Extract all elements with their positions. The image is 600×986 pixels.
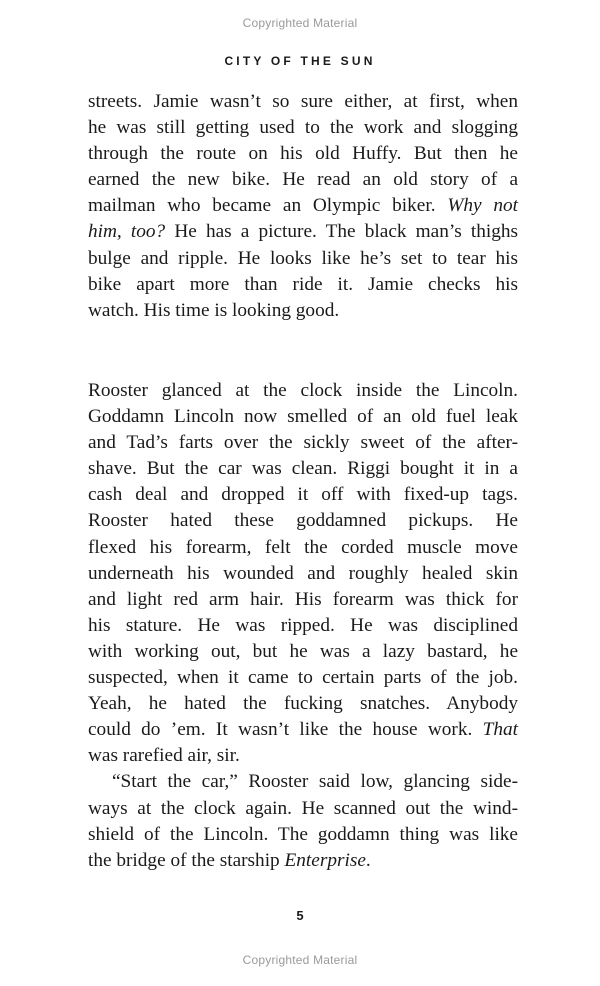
text-line <box>88 246 518 272</box>
text-run: cash deal and dropped it off with fixed-up tags. <box>88 484 518 506</box>
text-run: could do ’em. It wasn’t like the house work. <box>88 719 483 741</box>
text-run: earned the new bike. He read an old story of a <box>88 169 518 191</box>
text-run: “Start the car,” Rooster said low, glancing side- <box>112 771 518 793</box>
text-line <box>88 587 518 613</box>
text-line <box>88 141 518 167</box>
text-run: shave. But the car was clean. Riggi bought it in a <box>88 458 518 480</box>
text-run: . <box>365 849 371 871</box>
text-run: He has a picture. The black man’s thighs <box>165 221 519 243</box>
text-run: streets. Jamie wasn’t so sure either, at first, when <box>88 91 518 112</box>
text-run: with working out, but he was a lazy bastard, he <box>88 640 518 662</box>
text-run: Rooster hated these goddamned pickups. He <box>88 510 518 532</box>
text-line <box>88 115 518 141</box>
text-run: his stature. He was ripped. He was disciplined <box>88 614 518 636</box>
text-line <box>88 848 518 874</box>
text-line <box>88 404 518 430</box>
text-line <box>88 508 518 534</box>
text-line <box>88 272 518 298</box>
text-run: ways at the clock again. He scanned out the wind- <box>88 797 518 819</box>
text-run: and light red arm hair. His forearm was thick for <box>88 588 518 610</box>
text-run: the bridge of the starship <box>88 849 285 871</box>
text-line <box>88 430 518 456</box>
text-line <box>88 193 518 219</box>
text-run: watch. His time is looking good. <box>88 299 340 321</box>
text-block-2 <box>88 378 518 874</box>
text-run: Rooster glanced at the clock inside the Lincoln. <box>88 380 518 401</box>
text-line <box>88 613 518 639</box>
text-run: was rarefied air, sir. <box>88 745 240 767</box>
italic-run: him, too? <box>88 221 166 243</box>
text-line <box>88 796 518 822</box>
text-run: flexed his forearm, felt the corded muscle move <box>88 536 518 558</box>
copyright-watermark-top: Copyrighted Material <box>242 16 358 30</box>
text-line <box>88 717 518 743</box>
italic-run: That <box>482 719 518 741</box>
text-run: underneath his wounded and roughly healed skin <box>88 562 518 584</box>
running-head-title: CITY OF THE SUN <box>224 54 376 68</box>
text-block-1 <box>88 89 518 324</box>
text-run: mailman who became an Olympic biker. <box>88 195 448 217</box>
text-line <box>88 456 518 482</box>
text-run: he was still getting used to the work and slogging <box>88 117 518 139</box>
text-line <box>88 665 518 691</box>
text-line <box>88 769 518 795</box>
text-line <box>88 535 518 561</box>
text-line <box>88 639 518 665</box>
text-run: Goddamn Lincoln now smelled of an old fuel leak <box>88 406 518 428</box>
text-line <box>88 167 518 193</box>
text-run: Yeah, he hated the fucking snatches. Anybody <box>88 693 518 715</box>
text-line <box>88 822 518 848</box>
text-line <box>88 743 518 769</box>
text-run: through the route on his old Huffy. But then he <box>88 143 518 165</box>
page-number: 5 <box>296 908 304 923</box>
text-run: bike apart more than ride it. Jamie checks his <box>88 273 518 295</box>
italic-run: Why not <box>447 195 518 217</box>
text-line <box>88 219 518 245</box>
text-run: suspected, when it came to certain parts of the job. <box>88 667 518 689</box>
italic-run: Enterprise <box>284 849 366 871</box>
text-line <box>88 482 518 508</box>
text-line <box>88 298 518 324</box>
text-line <box>88 89 518 115</box>
text-line <box>88 378 518 404</box>
text-run: bulge and ripple. He looks like he’s set to tear his <box>88 247 518 269</box>
text-run: shield of the Lincoln. The goddamn thing was like <box>88 823 518 845</box>
text-run: and Tad’s farts over the sickly sweet of the after- <box>88 432 518 454</box>
copyright-watermark-bottom: Copyrighted Material <box>242 953 358 967</box>
text-line <box>88 561 518 587</box>
text-line <box>88 691 518 717</box>
